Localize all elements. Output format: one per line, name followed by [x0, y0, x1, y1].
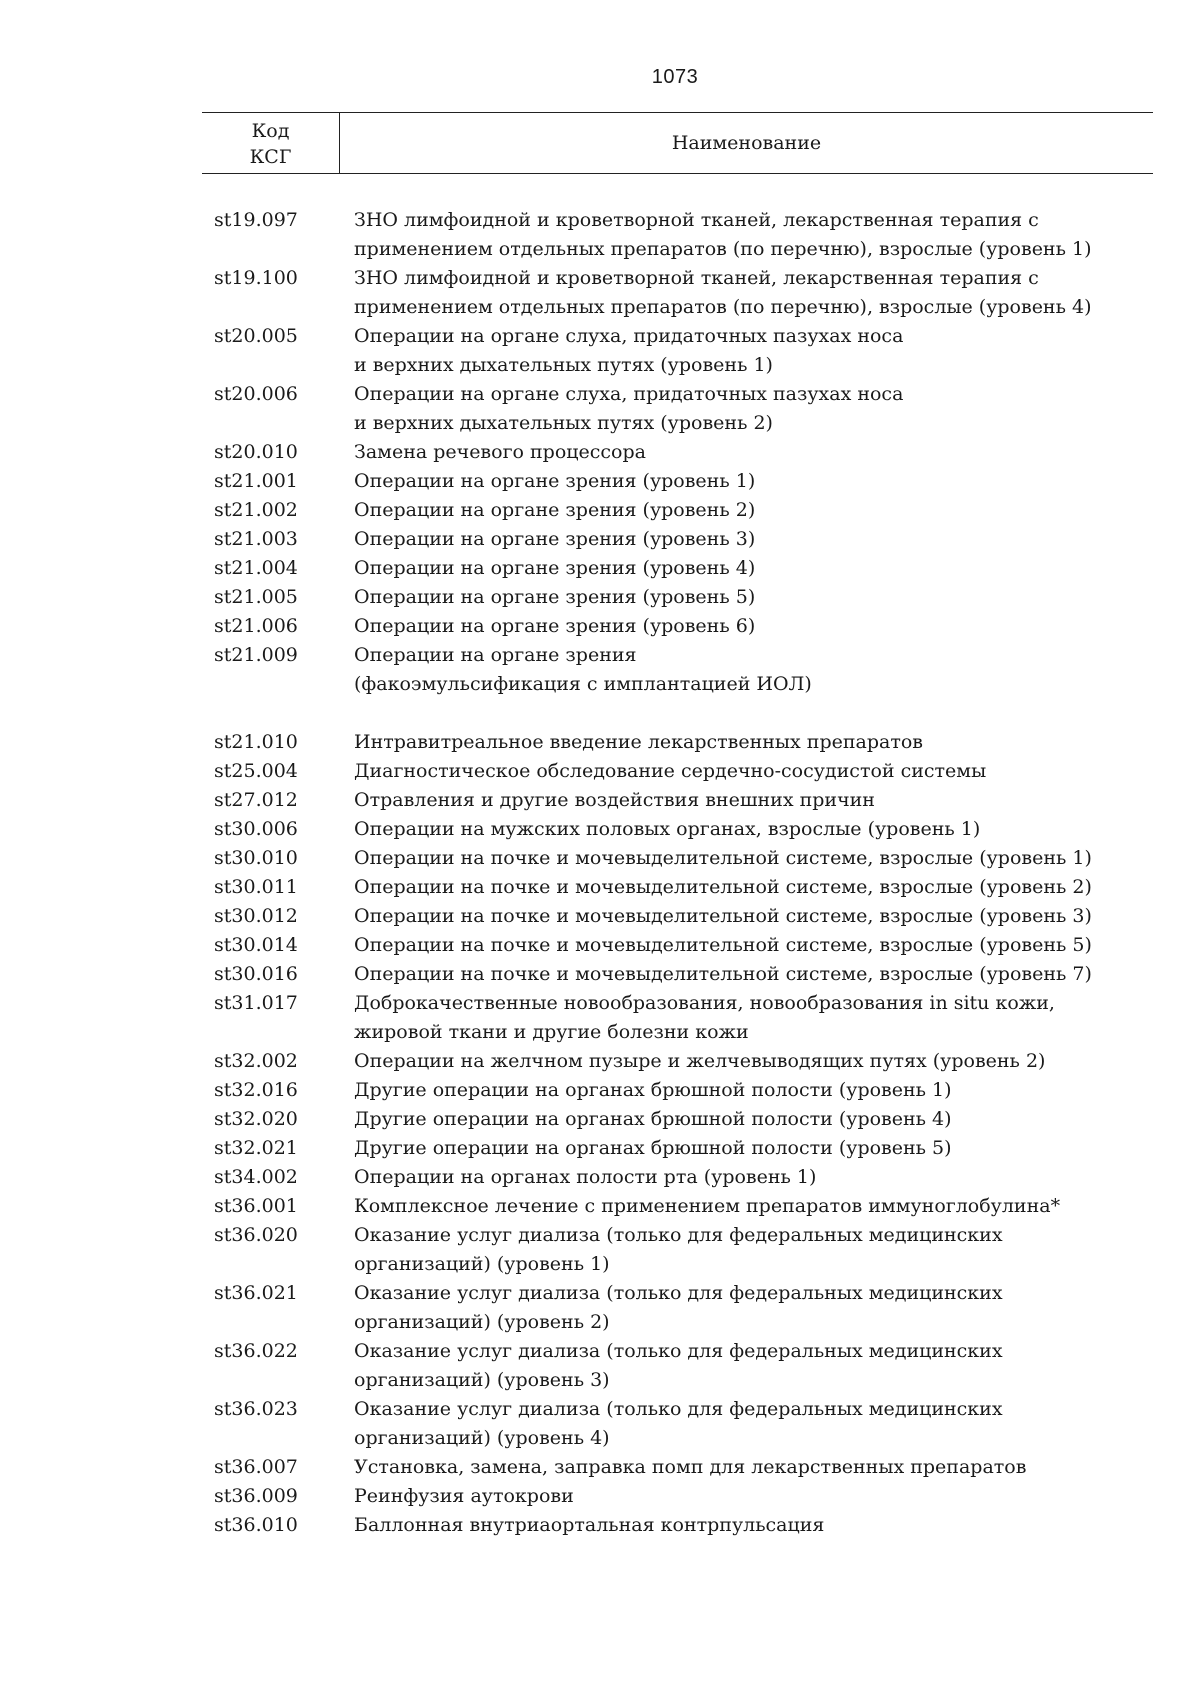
row-code: st32.020: [214, 1108, 298, 1130]
table-row: [214, 322, 1164, 380]
header-name-column: Наименование: [671, 132, 822, 154]
row-code: st21.002: [214, 499, 298, 521]
row-code: st20.006: [214, 383, 298, 405]
row-code: st20.005: [214, 325, 298, 347]
row-name: Операции на органе зрения (уровень 2): [354, 499, 756, 521]
page-number: 1073: [651, 66, 699, 88]
table-row: [214, 467, 1164, 496]
row-code: st21.006: [214, 615, 298, 637]
table-row: [214, 1192, 1164, 1221]
table-row: [214, 931, 1164, 960]
row-name: Оказание услуг диализа (только для федеральных медицинских организаций) (уровень 4): [354, 1398, 1003, 1449]
row-name: Комплексное лечение с применением препаратов иммуноглобулина*: [354, 1195, 1061, 1217]
table-row: [214, 264, 1164, 322]
row-name: Операции на почке и мочевыделительной системе, взрослые (уровень 7): [354, 963, 1092, 985]
row-name: Оказание услуг диализа (только для федеральных медицинских организаций) (уровень 2): [354, 1282, 1003, 1333]
row-code: st20.010: [214, 441, 298, 463]
row-name: ЗНО лимфоидной и кроветворной тканей, лекарственная терапия с применением отдельных препаратов (по перечню), взрослые (уровень 4): [354, 267, 1092, 318]
row-code: st32.002: [214, 1050, 298, 1072]
row-code: st30.016: [214, 963, 298, 985]
table-row: [214, 844, 1164, 873]
table-row: [214, 496, 1164, 525]
row-code: st21.005: [214, 586, 298, 608]
row-name: Операции на органах полости рта (уровень 1): [354, 1166, 817, 1188]
row-name: Другие операции на органах брюшной полости (уровень 5): [354, 1137, 952, 1159]
row-name: Операции на желчном пузыре и желчевыводящих путях (уровень 2): [354, 1050, 1046, 1072]
row-name: Установка, замена, заправка помп для лекарственных препаратов: [354, 1456, 1027, 1478]
row-code: st27.012: [214, 789, 298, 811]
row-name: Баллонная внутриаортальная контрпульсация: [354, 1514, 825, 1536]
table-row: [214, 1047, 1164, 1076]
row-code: st25.004: [214, 760, 298, 782]
row-code: st21.009: [214, 644, 298, 666]
row-name: Операции на органе зрения (факоэмульсификация с имплантацией ИОЛ): [354, 644, 812, 695]
header-code-label-line1: Код: [251, 120, 290, 142]
row-name: Доброкачественные новообразования, новообразования in situ кожи, жировой ткани и другие болезни кожи: [354, 992, 1055, 1043]
row-name: Операции на почке и мочевыделительной системе, взрослые (уровень 5): [354, 934, 1092, 956]
row-name: Операции на органе слуха, придаточных пазухах носа и верхних дыхательных путях (уровень 1): [354, 325, 904, 376]
row-code: st30.006: [214, 818, 298, 840]
row-code: st21.010: [214, 731, 298, 753]
row-name: Оказание услуг диализа (только для федеральных медицинских организаций) (уровень 1): [354, 1224, 1003, 1275]
row-name: Операции на органе слуха, придаточных пазухах носа и верхних дыхательных путях (уровень 2): [354, 383, 904, 434]
table-row: [214, 1105, 1164, 1134]
row-code: st36.010: [214, 1514, 298, 1536]
row-name: Интравитреальное введение лекарственных препаратов: [354, 731, 924, 753]
row-name: Отравления и другие воздействия внешних причин: [354, 789, 875, 811]
row-name: Замена речевого процессора: [354, 441, 646, 463]
row-name: Другие операции на органах брюшной полости (уровень 1): [354, 1079, 952, 1101]
table-row: [214, 873, 1164, 902]
table-row: [214, 786, 1164, 815]
row-code: st36.021: [214, 1282, 298, 1304]
row-code: st32.016: [214, 1079, 298, 1101]
table-row: [214, 554, 1164, 583]
table-row: [214, 1337, 1164, 1395]
table-row: [214, 989, 1164, 1047]
row-code: st36.022: [214, 1340, 298, 1362]
row-code: st31.017: [214, 992, 298, 1014]
row-name: ЗНО лимфоидной и кроветворной тканей, лекарственная терапия с применением отдельных препаратов (по перечню), взрослые (уровень 1): [354, 209, 1092, 260]
table-row: [214, 438, 1164, 467]
row-code: st36.020: [214, 1224, 298, 1246]
header-code-label-line2: КСГ: [249, 146, 292, 168]
table-row: [214, 1453, 1164, 1482]
row-name: Другие операции на органах брюшной полости (уровень 4): [354, 1108, 952, 1130]
header-code-column: [202, 113, 340, 173]
row-code: st21.004: [214, 557, 298, 579]
table-row: [214, 1511, 1164, 1540]
row-name: Операции на органе зрения (уровень 4): [354, 557, 756, 579]
row-name: Операции на почке и мочевыделительной системе, взрослые (уровень 2): [354, 876, 1092, 898]
row-code: st30.011: [214, 876, 298, 898]
table-row: [214, 1076, 1164, 1105]
row-name: Диагностическое обследование сердечно-сосудистой системы: [354, 760, 987, 782]
table-row: [214, 206, 1164, 264]
table-row: [214, 612, 1164, 641]
row-name: Операции на почке и мочевыделительной системе, взрослые (уровень 1): [354, 847, 1092, 869]
table-header: [202, 112, 1153, 174]
row-code: st36.001: [214, 1195, 298, 1217]
row-code: st36.007: [214, 1456, 298, 1478]
row-name: Операции на органе зрения (уровень 3): [354, 528, 756, 550]
row-code: st21.001: [214, 470, 298, 492]
table-row: [214, 1482, 1164, 1511]
table-row: [214, 1395, 1164, 1453]
row-code: st30.014: [214, 934, 298, 956]
table-row: [214, 641, 1164, 699]
row-name: Операции на органе зрения (уровень 6): [354, 615, 756, 637]
table-row: [214, 380, 1164, 438]
row-code: st19.100: [214, 267, 298, 289]
row-code: st19.097: [214, 209, 298, 231]
table-row: [214, 728, 1164, 757]
table-row: [214, 757, 1164, 786]
table-row: [214, 1163, 1164, 1192]
table-row: [214, 1134, 1164, 1163]
row-code: st32.021: [214, 1137, 298, 1159]
table-row: [214, 525, 1164, 554]
row-name: Оказание услуг диализа (только для федеральных медицинских организаций) (уровень 3): [354, 1340, 1003, 1391]
table-row: [214, 1279, 1164, 1337]
row-code: st21.003: [214, 528, 298, 550]
row-code: st30.012: [214, 905, 298, 927]
row-code: st34.002: [214, 1166, 298, 1188]
row-name: Операции на органе зрения (уровень 1): [354, 470, 756, 492]
row-name: Операции на мужских половых органах, взрослые (уровень 1): [354, 818, 981, 840]
row-code: st36.009: [214, 1485, 298, 1507]
row-code: st36.023: [214, 1398, 298, 1420]
table-row: [214, 583, 1164, 612]
row-name: Операции на органе зрения (уровень 5): [354, 586, 756, 608]
table-row: [214, 815, 1164, 844]
table-body: [214, 206, 1164, 1540]
row-name: Операции на почке и мочевыделительной системе, взрослые (уровень 3): [354, 905, 1092, 927]
row-name: Реинфузия аутокрови: [354, 1485, 574, 1507]
table-row: [214, 960, 1164, 989]
table-row: [214, 902, 1164, 931]
table-row: [214, 1221, 1164, 1279]
row-code: st30.010: [214, 847, 298, 869]
